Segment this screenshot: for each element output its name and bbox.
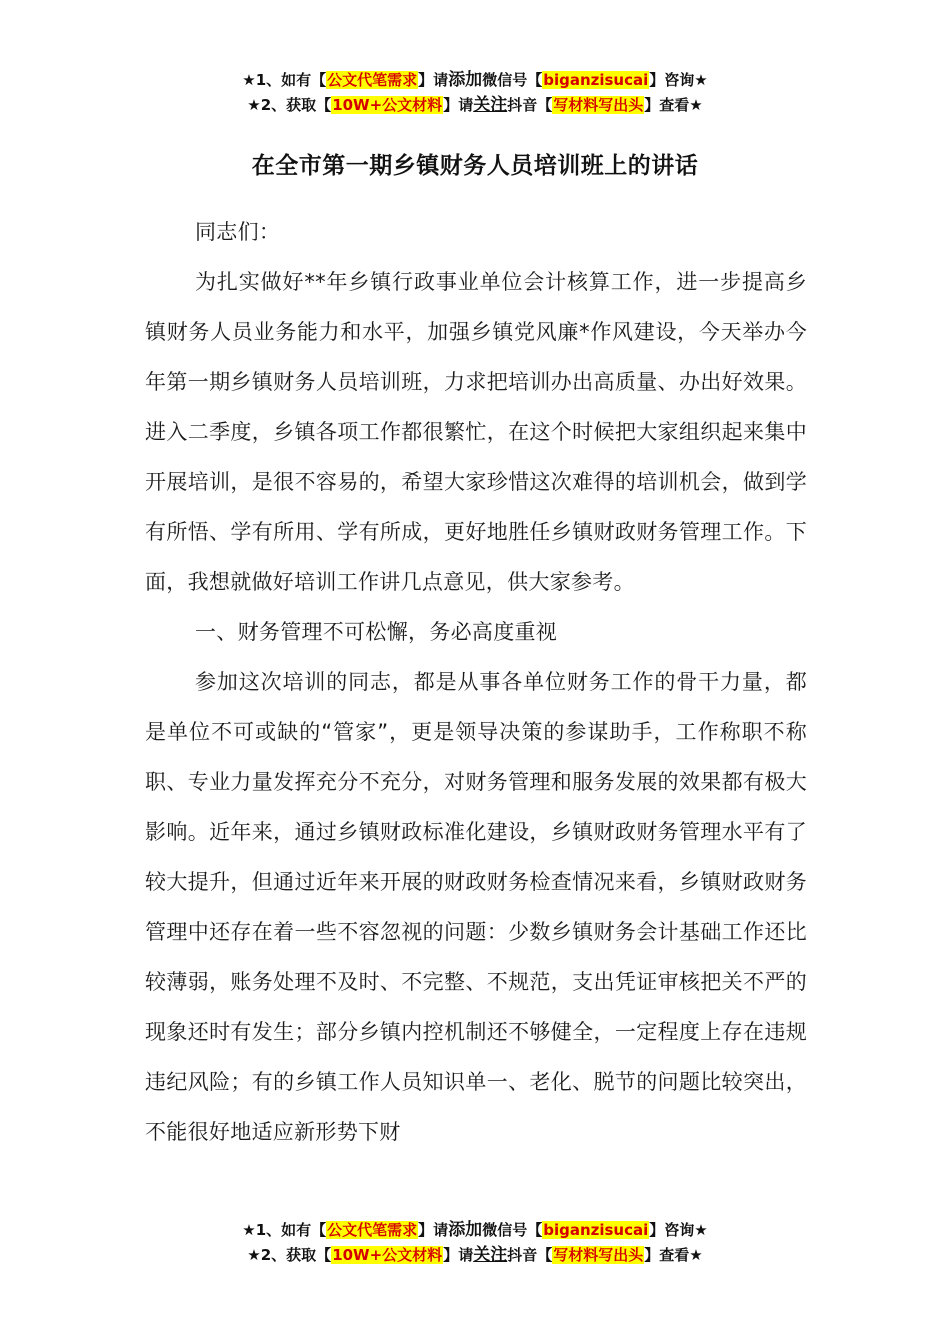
notice-line-1: ★1、如有【公文代笔需求】请添加微信号【biganzisucai】咨询★	[242, 70, 708, 90]
service-highlight: 公文代笔需求	[327, 71, 418, 89]
document-body	[145, 207, 807, 1157]
douyin-account: 写材料写出头	[553, 1246, 644, 1264]
material-highlight: 10W+公文材料	[332, 96, 443, 114]
wechat-id: biganzisucai	[543, 71, 649, 89]
paragraph: 为扎实做好**年乡镇行政事业单位会计核算工作，进一步提高乡镇财务人员业务能力和水平，加强乡镇党风廉*作风建设，今天举办今年第一期乡镇财务人员培训班，力求把培训办出高质量、办出好效果。进入二季度，乡镇各项工作都很繁忙，在这个时候把大家组织起来集中开展培训，是很不容易的，希望大家珍惜这次难得的培训机会，做到学有所悟、学有所用、学有所成，更好地胜任乡镇财政财务管理工作。下面，我想就做好培训工作讲几点意见，供大家参考。	[145, 270, 807, 594]
notice-line-2: ★2、获取【10W+公文材料】请关注抖音【写材料写出头】查看★	[247, 1245, 703, 1265]
douyin-account: 写材料写出头	[553, 96, 644, 114]
material-highlight: 10W+公文材料	[332, 1246, 443, 1264]
footer-notice	[0, 1218, 950, 1268]
section-heading: 一、财务管理不可松懈，务必高度重视	[195, 620, 558, 644]
salutation: 同志们：	[195, 220, 281, 244]
paragraph: 参加这次培训的同志，都是从事各单位财务工作的骨干力量，都是单位不可或缺的“管家”，更是领导决策的参谋助手，工作称职不称职、专业力量发挥充分不充分，对财务管理和服务发展的效果都有极大影响。近年来，通过乡镇财政标准化建设，乡镇财政财务管理水平有了较大提升，但通过近年来开展的财政财务检查情况来看，乡镇财政财务管理中还存在着一些不容忽视的问题：少数乡镇财务会计基础工作还比较薄弱，账务处理不及时、不完整、不规范，支出凭证审核把关不严的现象还时有发生；部分乡镇内控机制还不够健全，一定程度上存在违规违纪风险；有的乡镇工作人员知识单一、老化、脱节的问题比较突出，不能很好地适应新形势下财	[145, 670, 807, 1144]
header-notice	[0, 68, 950, 118]
wechat-id: biganzisucai	[543, 1221, 649, 1239]
notice-line-1: ★1、如有【公文代笔需求】请添加微信号【biganzisucai】咨询★	[242, 1220, 708, 1240]
notice-line-2: ★2、获取【10W+公文材料】请关注抖音【写材料写出头】查看★	[247, 95, 703, 115]
document-title: 在全市第一期乡镇财务人员培训班上的讲话	[251, 153, 699, 179]
service-highlight: 公文代笔需求	[327, 1221, 418, 1239]
